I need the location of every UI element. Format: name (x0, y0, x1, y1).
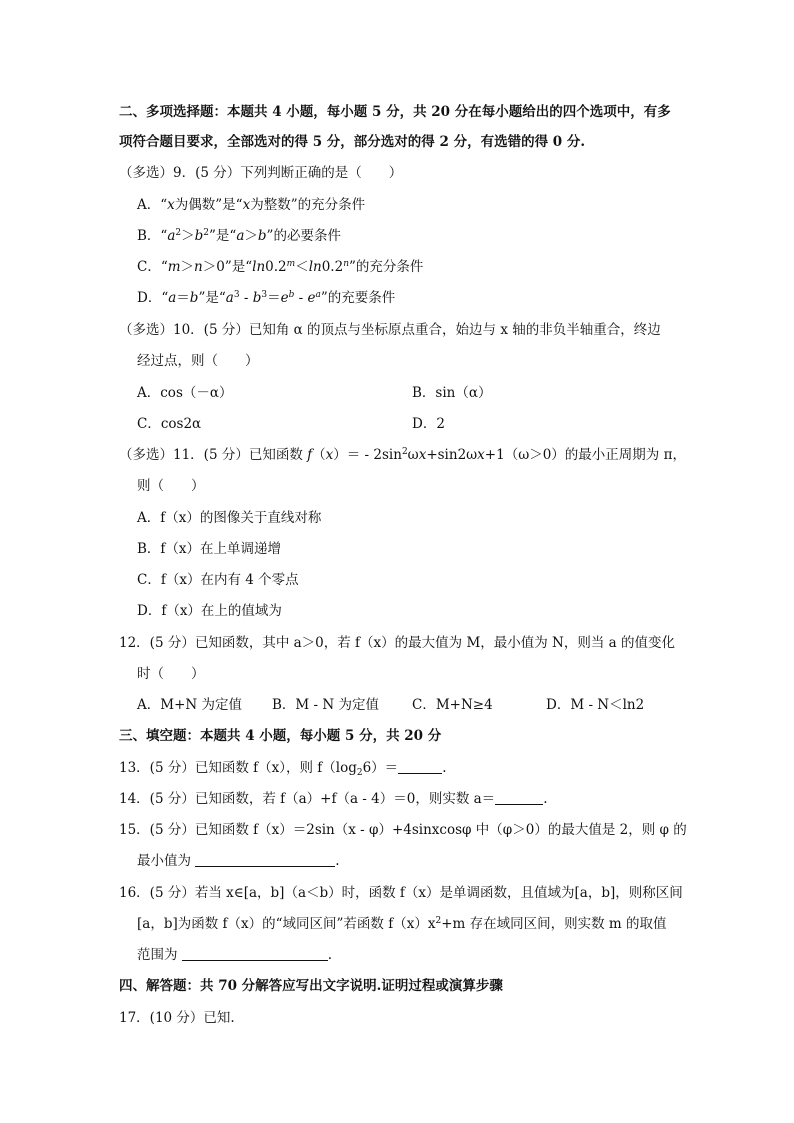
section-2-line-2: 项符合题目要求，全部选对的得 5 分，部分选对的得 2 分，有选错的得 0 分. (119, 134, 586, 150)
q10-option-c: C．cos2α (137, 416, 202, 432)
q12-option-d: D．M - N＜ln2 (546, 697, 645, 713)
q10-option-b: B．sin（α） (412, 385, 492, 401)
q11-option-c: C．f（x）在内有 4 个零点 (137, 572, 299, 588)
q9-option-c: C．“m＞n＞0”是“$\ln 0.2^m<\ln 0.2^n$”的充分条件 (137, 259, 424, 275)
q11-option-b: B．f（x）在上单调递增 (137, 541, 282, 557)
q16-line-2: [a，b]为函数 f（x）的“域同区间”若函数 $f(x)x^2+m$ 存在域同区间，则实数 m 的取值 (137, 916, 667, 932)
q10-option-a: A．cos（－α） (137, 385, 233, 401)
q15-answer-blank[interactable] (195, 853, 335, 867)
q11-option-d: D．f（x）在上的值域为 (137, 603, 282, 619)
q11-option-a: A．f（x）的图像关于直线对称 (137, 510, 322, 526)
section-2-line-1: 二、多项选择题：本题共 4 小题，每小题 5 分，共 20 分在每小题给出的四个选项中，有多 (119, 104, 671, 120)
q14: 14．(5 分）已知函数，若 f（a）+f（a - 4）＝0，则实数 a＝ . (119, 791, 548, 807)
q16-line-3: 范围为 . (137, 947, 333, 963)
q16-answer-blank[interactable] (182, 947, 328, 961)
q10-stem-line-1: （多选）10．(5 分）已知角 α 的顶点与坐标原点重合，始边与 x 轴的非负半轴重合，终边 (119, 322, 661, 338)
q12-option-b: B．M - N 为定值 (272, 697, 379, 713)
q10-stem-line-2: 经过点，则（ ） (137, 353, 259, 369)
q17-stem: 17．(10 分）已知. (119, 1010, 235, 1026)
q15-line-1: 15．(5 分）已知函数 f（x）＝2sin（x - φ）+4sinxcosφ 中（φ＞0）的最大值是 2，则 φ 的 (119, 822, 687, 838)
q15-line-2: 最小值为 . (137, 853, 340, 869)
q9-option-a: A．“x为偶数”是“x为整数”的充分条件 (137, 197, 366, 213)
q10-option-d: D．2 (412, 416, 445, 432)
q12-stem-line-2: 时（ ） (137, 666, 205, 682)
q12-option-c: C．M+N≥4 (412, 697, 493, 713)
q9-option-b: B．“$a^2>b^2$”是“a＞b”的必要条件 (137, 228, 341, 244)
section-3-title: 三、填空题：本题共 4 小题，每小题 5 分，共 20 分 (119, 728, 442, 744)
q13: 13．(5 分）已知函数 f（x），则 $f(\log_26)=$ . (119, 760, 447, 778)
section-4-title: 四、解答题：共 70 分解答应写出文字说明.证明过程或演算步骤 (119, 978, 503, 994)
q11-stem-line-1: （多选）11．(5 分）已知函数 $f(x)= - 2\sin^2\omega x+\sin 2\omega x+1(\omega>0)$的最小正周期为 π， (119, 447, 686, 463)
q11-stem-line-2: 则（ ） (137, 478, 205, 494)
q14-answer-blank[interactable] (495, 791, 543, 805)
q12-stem-line-1: 12．(5 分）已知函数，其中 a＞0，若 f（x）的最大值为 M，最小值为 N，则当 a 的值变化 (119, 635, 676, 651)
q9-option-d: D．“a＝b”是“$a^3 - b^3=e^b - e^a$”的充要条件 (137, 290, 396, 306)
q12-option-a: A．M+N 为定值 (137, 697, 242, 713)
q13-answer-blank[interactable] (398, 760, 442, 774)
q16-line-1: 16．(5 分）若当 x∈[a，b]（a＜b）时，函数 f（x）是单调函数，且值域为[a，b]，则称区间 (119, 885, 683, 901)
q9-stem: （多选）9．(5 分）下列判断正确的是（ ） (119, 165, 403, 181)
